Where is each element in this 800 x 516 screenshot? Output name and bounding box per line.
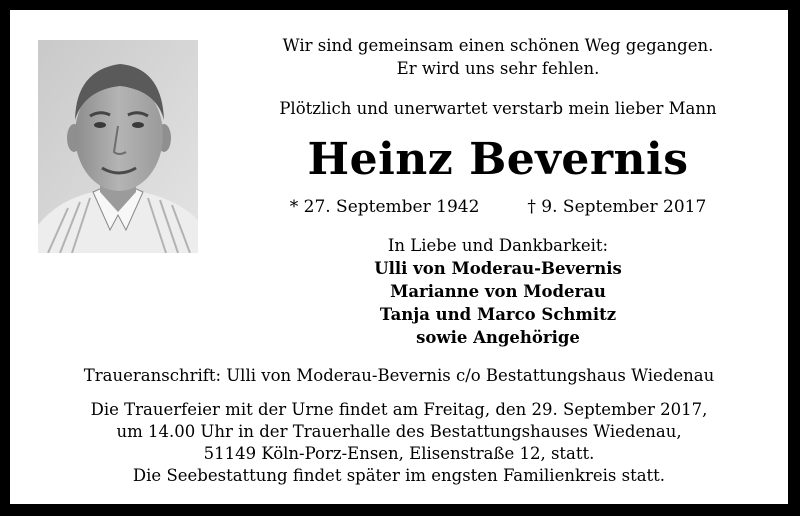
mourner-name: sowie Angehörige [416,328,580,347]
mourner-name: Marianne von Moderau [390,282,606,301]
quote-line-1: Wir sind gemeinsam einen schönen Weg gegangen. [282,36,714,55]
ceremony-line-4: Die Seebestattung findet später im engsten Familienkreis statt. [132,466,666,485]
deceased-name: Heinz Bevernis [307,134,689,185]
mourner-name: Ulli von Moderau-Bevernis [374,259,622,278]
ceremony-line-2: um 14.00 Uhr in der Trauerhalle des Bestattungshauses Wiedenau, [116,422,682,441]
ceremony-line-1: Die Trauerfeier mit der Urne findet am Freitag, den 29. September 2017, [90,400,708,419]
life-dates [268,196,728,218]
quote-line-2: Er wird uns sehr fehlen. [396,59,600,78]
mourning-address: Traueranschrift: Ulli von Moderau-Bevernis c/o Bestattungshaus Wiedenau [83,366,715,385]
portrait-photo [38,40,198,253]
mourner-name: Tanja und Marco Schmitz [379,305,617,324]
mourners-intro: In Liebe und Dankbarkeit: [387,236,609,255]
ceremony-line-3: 51149 Köln-Porz-Ensen, Elisenstraße 12, statt. [203,444,595,463]
announcement: Plötzlich und unerwartet verstarb mein lieber Mann [279,99,717,118]
birth-date: * 27. September 1942 [289,197,480,217]
portrait-image [38,40,198,253]
death-date: † 9. September 2017 [527,197,707,217]
obituary-card [10,10,788,504]
